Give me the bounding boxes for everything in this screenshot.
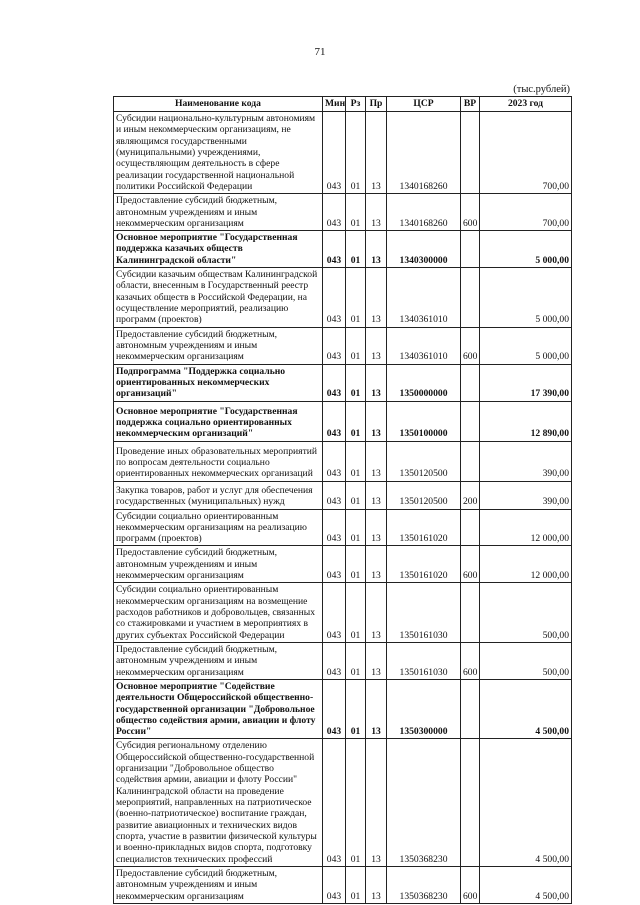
row-amount: 500,00 bbox=[480, 583, 572, 643]
row-min: 043 bbox=[323, 231, 346, 268]
row-pr: 13 bbox=[366, 194, 387, 231]
row-name: Проведение иных образовательных мероприятий по вопросам деятельности социально ориентированных некоммерческих организаций bbox=[114, 441, 323, 481]
row-amount: 17 390,00 bbox=[480, 364, 572, 401]
row-rz: 01 bbox=[346, 112, 366, 194]
table-row bbox=[114, 364, 572, 401]
row-rz: 01 bbox=[346, 441, 366, 481]
header-year: 2023 год bbox=[480, 97, 572, 112]
row-amount: 500,00 bbox=[480, 642, 572, 679]
row-csr: 1350000000 bbox=[387, 364, 461, 401]
table-row bbox=[114, 679, 572, 739]
row-vr bbox=[461, 364, 480, 401]
row-vr bbox=[461, 112, 480, 194]
row-csr: 1350368230 bbox=[387, 739, 461, 866]
row-min: 043 bbox=[323, 194, 346, 231]
table-row bbox=[114, 481, 572, 509]
row-vr: 600 bbox=[461, 327, 480, 364]
row-min: 043 bbox=[323, 739, 346, 866]
budget-table bbox=[113, 96, 572, 904]
row-amount: 700,00 bbox=[480, 112, 572, 194]
row-rz: 01 bbox=[346, 739, 366, 866]
row-vr: 600 bbox=[461, 642, 480, 679]
row-pr: 13 bbox=[366, 401, 387, 441]
row-pr: 13 bbox=[366, 546, 387, 583]
row-vr: 200 bbox=[461, 481, 480, 509]
row-min: 043 bbox=[323, 642, 346, 679]
row-pr: 13 bbox=[366, 441, 387, 481]
row-name: Основное мероприятие "Государственная поддержка казачьих обществ Калининградской области" bbox=[114, 231, 323, 268]
row-name: Субсидии социально ориентированным некоммерческим организациям на возмещение расходов работников и добровольцев, связанных со стажировками и участием в мероприятиях в других субъектах Российской Федерации bbox=[114, 583, 323, 643]
row-vr bbox=[461, 509, 480, 546]
row-rz: 01 bbox=[346, 364, 366, 401]
table-row bbox=[114, 231, 572, 268]
row-pr: 13 bbox=[366, 583, 387, 643]
table-header-row bbox=[114, 97, 572, 112]
row-vr: 600 bbox=[461, 546, 480, 583]
row-name: Предоставление субсидий бюджетным, автономным учреждениям и иным некоммерческим организациям bbox=[114, 642, 323, 679]
row-amount: 4 500,00 bbox=[480, 679, 572, 739]
row-csr: 1350161020 bbox=[387, 546, 461, 583]
row-min: 043 bbox=[323, 481, 346, 509]
table-row bbox=[114, 327, 572, 364]
row-csr: 1340361010 bbox=[387, 268, 461, 328]
row-min: 043 bbox=[323, 268, 346, 328]
row-amount: 5 000,00 bbox=[480, 327, 572, 364]
table-row bbox=[114, 112, 572, 194]
row-csr: 1340361010 bbox=[387, 327, 461, 364]
row-csr: 1340168260 bbox=[387, 112, 461, 194]
row-name: Субсидия региональному отделению Общероссийской общественно-государственной организации "Добровольное общество содействия армии, авиации и флоту России" Калининградской области на проведение мероприятий, направленных на патриотическое (военно-патриотическое) воспитание граждан, развитие авиационных и технических видов спорта, участие в развитии физической культуры и военно-прикладных видов спорта, подготовку специалистов технических профессий bbox=[114, 739, 323, 866]
row-rz: 01 bbox=[346, 866, 366, 903]
row-amount: 390,00 bbox=[480, 481, 572, 509]
header-min: Мин bbox=[323, 97, 346, 112]
row-name: Подпрограмма "Поддержка социально ориентированных некоммерческих организаций" bbox=[114, 364, 323, 401]
row-vr bbox=[461, 583, 480, 643]
row-rz: 01 bbox=[346, 642, 366, 679]
table-row bbox=[114, 546, 572, 583]
row-min: 043 bbox=[323, 327, 346, 364]
row-csr: 1350300000 bbox=[387, 679, 461, 739]
table-row bbox=[114, 268, 572, 328]
row-amount: 5 000,00 bbox=[480, 268, 572, 328]
row-rz: 01 bbox=[346, 268, 366, 328]
row-vr bbox=[461, 441, 480, 481]
row-vr bbox=[461, 739, 480, 866]
header-csr: ЦСР bbox=[387, 97, 461, 112]
row-vr bbox=[461, 231, 480, 268]
row-pr: 13 bbox=[366, 327, 387, 364]
table-row bbox=[114, 583, 572, 643]
row-vr bbox=[461, 679, 480, 739]
row-rz: 01 bbox=[346, 327, 366, 364]
row-pr: 13 bbox=[366, 642, 387, 679]
row-name: Субсидии национально-культурным автономиям и иным некоммерческим организациям, не являющимся государственными (муниципальными) учреждениями, осуществляющим деятельность в сфере реализации государственной национальной политики Российской Федерации bbox=[114, 112, 323, 194]
row-csr: 1340300000 bbox=[387, 231, 461, 268]
row-rz: 01 bbox=[346, 583, 366, 643]
row-name: Субсидии социально ориентированным некоммерческим организациям на реализацию программ (проектов) bbox=[114, 509, 323, 546]
table-row bbox=[114, 441, 572, 481]
row-min: 043 bbox=[323, 679, 346, 739]
row-csr: 1350161030 bbox=[387, 583, 461, 643]
row-pr: 13 bbox=[366, 481, 387, 509]
row-rz: 01 bbox=[346, 546, 366, 583]
row-pr: 13 bbox=[366, 866, 387, 903]
row-pr: 13 bbox=[366, 364, 387, 401]
row-min: 043 bbox=[323, 401, 346, 441]
table-row bbox=[114, 509, 572, 546]
row-min: 043 bbox=[323, 866, 346, 903]
row-rz: 01 bbox=[346, 679, 366, 739]
table-row bbox=[114, 866, 572, 903]
row-amount: 700,00 bbox=[480, 194, 572, 231]
row-min: 043 bbox=[323, 546, 346, 583]
row-csr: 1350368230 bbox=[387, 866, 461, 903]
row-min: 043 bbox=[323, 364, 346, 401]
row-csr: 1350120500 bbox=[387, 441, 461, 481]
row-amount: 5 000,00 bbox=[480, 231, 572, 268]
row-min: 043 bbox=[323, 583, 346, 643]
row-amount: 390,00 bbox=[480, 441, 572, 481]
row-min: 043 bbox=[323, 112, 346, 194]
row-pr: 13 bbox=[366, 112, 387, 194]
row-rz: 01 bbox=[346, 231, 366, 268]
row-amount: 12 890,00 bbox=[480, 401, 572, 441]
row-rz: 01 bbox=[346, 194, 366, 231]
row-min: 043 bbox=[323, 441, 346, 481]
header-vr: ВР bbox=[461, 97, 480, 112]
row-vr: 600 bbox=[461, 194, 480, 231]
row-csr: 1350161030 bbox=[387, 642, 461, 679]
row-pr: 13 bbox=[366, 739, 387, 866]
row-csr: 1340168260 bbox=[387, 194, 461, 231]
row-min: 043 bbox=[323, 509, 346, 546]
row-csr: 1350161020 bbox=[387, 509, 461, 546]
row-rz: 01 bbox=[346, 401, 366, 441]
header-pr: Пр bbox=[366, 97, 387, 112]
table-row bbox=[114, 401, 572, 441]
row-name: Основное мероприятие "Государственная поддержка социально ориентированных некоммерческим организаций" bbox=[114, 401, 323, 441]
row-name: Предоставление субсидий бюджетным, автономным учреждениям и иным некоммерческим организациям bbox=[114, 866, 323, 903]
row-name: Субсидии казачьим обществам Калининградской области, внесенным в Государственный реестр казачьих обществ в Российской Федерации, на осуществление мероприятий, реализацию программ (проектов) bbox=[114, 268, 323, 328]
row-amount: 12 000,00 bbox=[480, 546, 572, 583]
page-number: 71 bbox=[314, 46, 326, 58]
row-name: Закупка товаров, работ и услуг для обеспечения государственных (муниципальных) нужд bbox=[114, 481, 323, 509]
table-row bbox=[114, 739, 572, 866]
row-csr: 1350100000 bbox=[387, 401, 461, 441]
table-row bbox=[114, 642, 572, 679]
row-csr: 1350120500 bbox=[387, 481, 461, 509]
row-name: Предоставление субсидий бюджетным, автономным учреждениям и иным некоммерческим организациям bbox=[114, 327, 323, 364]
row-amount: 4 500,00 bbox=[480, 866, 572, 903]
row-pr: 13 bbox=[366, 231, 387, 268]
row-vr bbox=[461, 401, 480, 441]
row-vr bbox=[461, 268, 480, 328]
row-pr: 13 bbox=[366, 679, 387, 739]
row-pr: 13 bbox=[366, 268, 387, 328]
row-pr: 13 bbox=[366, 509, 387, 546]
row-rz: 01 bbox=[346, 481, 366, 509]
row-name: Основное мероприятие "Содействие деятельности Общероссийской общественно-государственной организации "Добровольное общество содействия армии, авиации и флоту России" bbox=[114, 679, 323, 739]
row-name: Предоставление субсидий бюджетным, автономным учреждениям и иным некоммерческим организациям bbox=[114, 546, 323, 583]
row-vr: 600 bbox=[461, 866, 480, 903]
header-name: Наименование кода bbox=[114, 97, 323, 112]
row-amount: 12 000,00 bbox=[480, 509, 572, 546]
row-rz: 01 bbox=[346, 509, 366, 546]
header-rz: Рз bbox=[346, 97, 366, 112]
row-amount: 4 500,00 bbox=[480, 739, 572, 866]
table-row bbox=[114, 194, 572, 231]
units-label: (тыс.рублей) bbox=[513, 84, 570, 95]
row-name: Предоставление субсидий бюджетным, автономным учреждениям и иным некоммерческим организациям bbox=[114, 194, 323, 231]
